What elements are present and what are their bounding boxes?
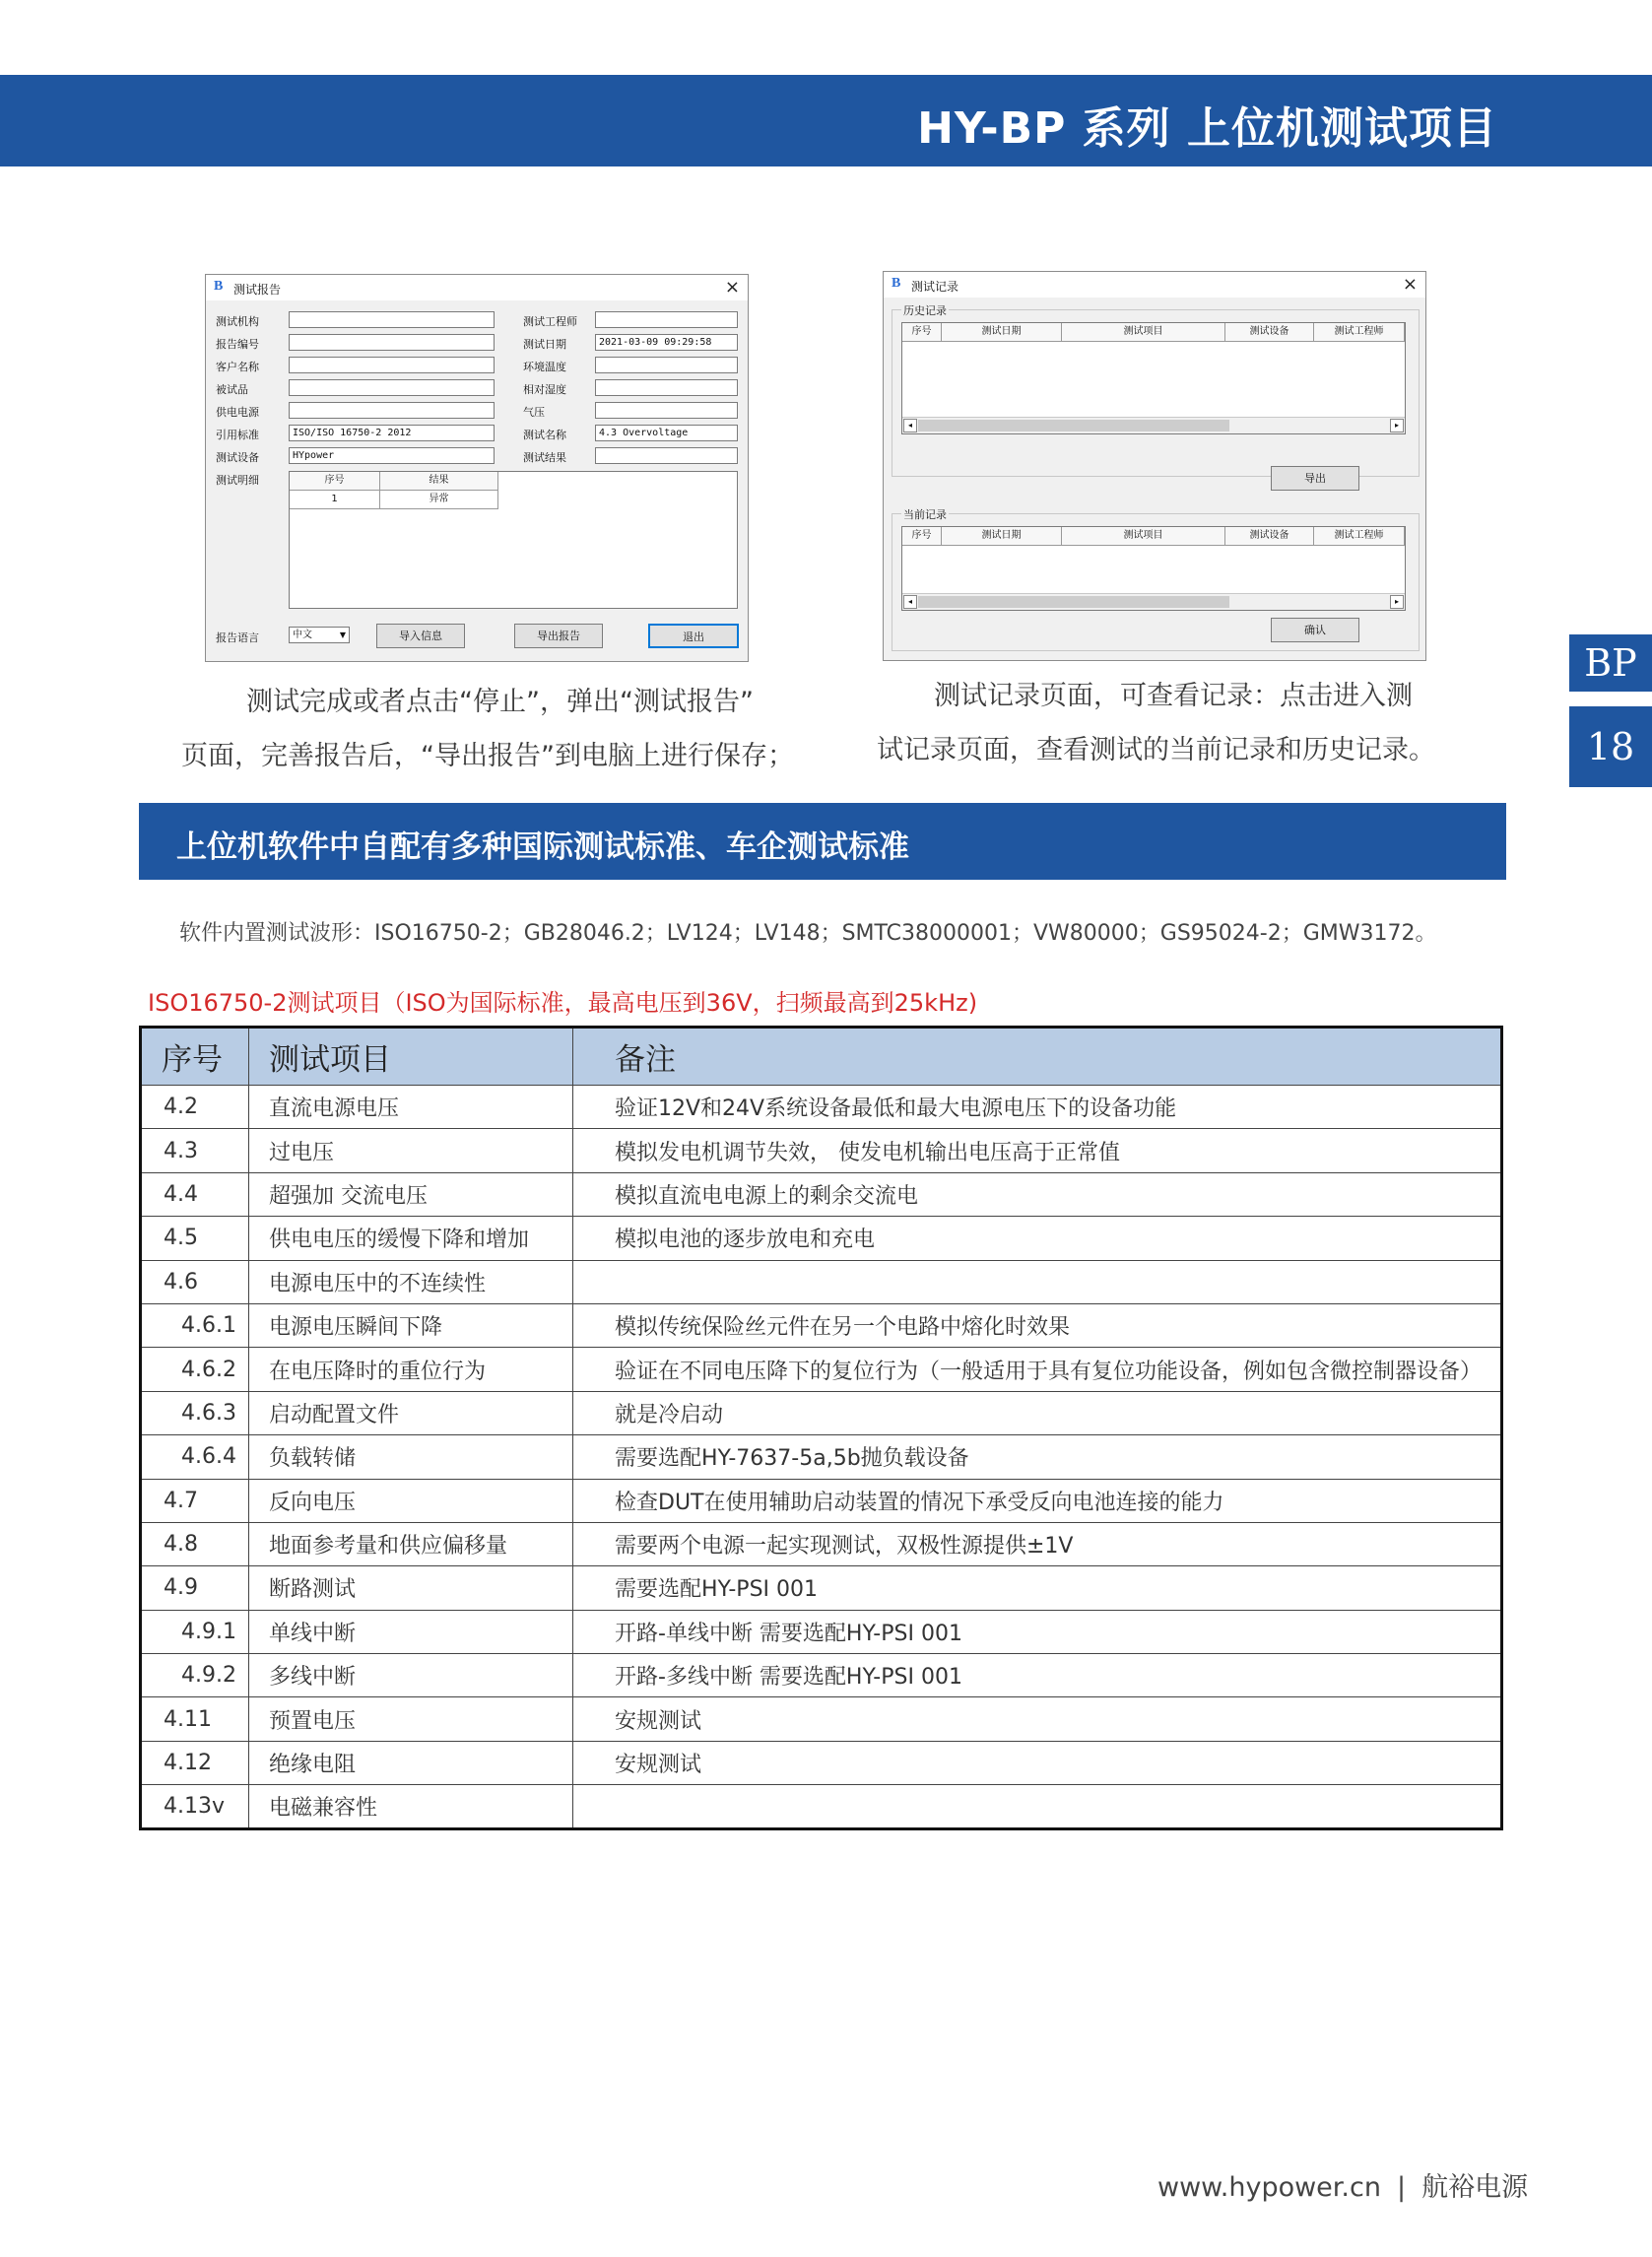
test-record-dialog — [883, 271, 1426, 661]
row-test-item-cell: 预置电压 — [249, 1697, 573, 1741]
row-index-cell: 4.7 — [141, 1479, 249, 1522]
series-tab: BP — [1569, 634, 1652, 692]
footer-website[interactable]: www.hypower.cn — [1157, 2172, 1381, 2203]
label-dut: 被试品 — [216, 383, 248, 396]
row-remarks-cell — [573, 1260, 1502, 1303]
export-button[interactable]: 导出 — [1271, 466, 1359, 491]
power-supply-field[interactable] — [289, 402, 495, 419]
scroll-right-icon[interactable]: ▸ — [1390, 595, 1404, 609]
footer-separator: | — [1396, 2172, 1407, 2203]
table-row — [141, 1217, 1502, 1260]
row-index-cell: 4.6.1 — [141, 1303, 249, 1347]
row-remarks-cell: 模拟直流电电源上的剩余交流电 — [573, 1172, 1502, 1216]
test-engineer-field[interactable] — [595, 311, 738, 328]
table-row — [141, 1391, 1502, 1434]
section-title: 上位机软件中自配有多种国际测试标准、车企测试标准 — [176, 830, 909, 865]
row-remarks-cell: 安规测试 — [573, 1741, 1502, 1784]
footer-brand: 航裕电源 — [1421, 2172, 1529, 2203]
close-icon[interactable]: × — [724, 277, 740, 298]
table-row — [141, 1172, 1502, 1216]
report-no-field[interactable] — [289, 334, 495, 351]
scroll-left-icon[interactable]: ◂ — [903, 595, 917, 609]
current-group-label: 当前记录 — [903, 508, 947, 521]
table-header-row — [141, 1028, 1502, 1086]
test-report-dialog — [205, 274, 749, 662]
row-test-item-cell: 多线中断 — [249, 1654, 573, 1697]
current-col-index: 序号 — [902, 527, 942, 546]
row-index-cell: 4.6.2 — [141, 1348, 249, 1391]
history-scrollbar[interactable] — [902, 417, 1405, 433]
row-remarks-cell: 验证12V和24V系统设备最低和最大电源电压下的设备功能 — [573, 1086, 1502, 1129]
humidity-field[interactable] — [595, 379, 738, 396]
row-test-item-cell: 负载转储 — [249, 1435, 573, 1479]
history-grid[interactable] — [901, 322, 1406, 434]
table-row — [141, 1348, 1502, 1391]
row-test-item-cell: 过电压 — [249, 1129, 573, 1172]
row-index-cell: 4.9 — [141, 1566, 249, 1610]
row-test-item-cell: 单线中断 — [249, 1610, 573, 1653]
row-test-item-cell: 绝缘电阻 — [249, 1741, 573, 1784]
history-col-date: 测试日期 — [942, 323, 1062, 342]
record-dialog-title: 测试记录 — [911, 280, 959, 294]
confirm-button[interactable]: 确认 — [1271, 618, 1359, 642]
row-remarks-cell — [573, 1785, 1502, 1828]
scroll-right-icon[interactable]: ▸ — [1390, 419, 1404, 432]
table-body — [141, 1086, 1502, 1829]
row-remarks-cell: 模拟传统保险丝元件在另一个电路中熔化时效果 — [573, 1303, 1502, 1347]
table-row — [141, 1479, 1502, 1522]
label-test-details: 测试明细 — [216, 474, 259, 487]
row-index-cell: 4.11 — [141, 1697, 249, 1741]
row-remarks-cell: 检查DUT在使用辅助启动装置的情况下承受反向电池连接的能力 — [573, 1479, 1502, 1522]
label-test-result: 测试结果 — [523, 451, 566, 464]
ambient-temp-field[interactable] — [595, 357, 738, 373]
report-dialog-titlebar — [206, 275, 748, 300]
row-test-item-cell: 供电电压的缓慢下降和增加 — [249, 1217, 573, 1260]
history-col-index: 序号 — [902, 323, 942, 342]
current-col-date: 测试日期 — [942, 527, 1062, 546]
label-reference-standard: 引用标准 — [216, 429, 259, 441]
row-index-cell: 4.6.4 — [141, 1435, 249, 1479]
label-client-name: 客户名称 — [216, 361, 259, 373]
chevron-down-icon: ▼ — [339, 631, 346, 639]
row-index-cell: 4.5 — [141, 1217, 249, 1260]
details-grid[interactable] — [289, 471, 738, 609]
row-index-cell: 4.8 — [141, 1522, 249, 1565]
caption-left-line1: 测试完成或者点击“停止”，弹出“测试报告” — [246, 687, 754, 717]
row-index-cell: 4.9.2 — [141, 1654, 249, 1697]
test-name-field[interactable]: 4.3 Overvoltage — [595, 425, 738, 441]
test-date-field[interactable]: 2021-03-09 09:29:58 — [595, 334, 738, 351]
table-row — [141, 1522, 1502, 1565]
row-index-cell: 4.2 — [141, 1086, 249, 1129]
pressure-field[interactable] — [595, 402, 738, 419]
grid-header-result: 结果 — [380, 472, 498, 491]
label-test-date: 测试日期 — [523, 338, 566, 351]
label-test-name: 测试名称 — [523, 429, 566, 441]
iso-table-heading: ISO16750-2测试项目（ISO为国际标准，最高电压到36V，扫频最高到25kHz) — [148, 989, 978, 1017]
record-dialog-titlebar — [884, 272, 1425, 298]
history-col-item: 测试项目 — [1062, 323, 1225, 342]
label-test-engineer: 测试工程师 — [523, 315, 577, 328]
caption-left-line2: 页面，完善报告后，“导出报告”到电脑上进行保存； — [181, 741, 794, 771]
reference-standard-field[interactable]: ISO/ISO 16750-2 2012 — [289, 425, 495, 441]
row-remarks-cell: 验证在不同电压降下的复位行为（一般适用于具有复位功能设备，例如包含微控制器设备） — [573, 1348, 1502, 1391]
export-report-button[interactable]: 导出报告 — [514, 624, 603, 648]
row-index-cell: 4.4 — [141, 1172, 249, 1216]
row-test-item-cell: 断路测试 — [249, 1566, 573, 1610]
current-col-item: 测试项目 — [1062, 527, 1225, 546]
scroll-thumb[interactable] — [918, 420, 1229, 431]
section-band — [139, 803, 1506, 880]
table-row — [141, 1785, 1502, 1828]
label-report-no: 报告编号 — [216, 338, 259, 351]
row-test-item-cell: 电磁兼容性 — [249, 1785, 573, 1828]
test-result-field[interactable] — [595, 447, 738, 464]
history-group-label: 历史记录 — [903, 304, 947, 317]
row-test-item-cell: 启动配置文件 — [249, 1391, 573, 1434]
dut-field[interactable] — [289, 379, 495, 396]
row-index-cell: 4.6.3 — [141, 1391, 249, 1434]
row-remarks-cell: 就是冷启动 — [573, 1391, 1502, 1434]
page-title: HY-BP 系列 上位机测试项目 — [917, 103, 1497, 154]
table-row — [141, 1697, 1502, 1741]
row-test-item-cell: 电源电压中的不连续性 — [249, 1260, 573, 1303]
row-remarks-cell: 安规测试 — [573, 1697, 1502, 1741]
app-logo-icon: B — [892, 276, 901, 291]
current-col-device: 测试设备 — [1225, 527, 1314, 546]
history-col-device: 测试设备 — [1225, 323, 1314, 342]
row-remarks-cell: 开路-单线中断 需要选配HY-PSI 001 — [573, 1610, 1502, 1653]
exit-button[interactable]: 退出 — [648, 624, 739, 648]
row-remarks-cell: 需要两个电源一起实现测试，双极性源提供±1V — [573, 1522, 1502, 1565]
import-info-button[interactable]: 导入信息 — [376, 624, 465, 648]
table-row — [141, 1086, 1502, 1129]
label-ambient-temp: 环境温度 — [523, 361, 566, 373]
row-index-cell: 4.9.1 — [141, 1610, 249, 1653]
col-header-index: 序号 — [141, 1028, 249, 1086]
close-icon[interactable]: × — [1402, 274, 1418, 295]
table-row — [141, 1654, 1502, 1697]
row-test-item-cell: 直流电源电压 — [249, 1086, 573, 1129]
row-test-item-cell: 超强加 交流电压 — [249, 1172, 573, 1216]
table-row — [141, 1435, 1502, 1479]
row-remarks-cell: 开路-多线中断 需要选配HY-PSI 001 — [573, 1654, 1502, 1697]
table-row — [141, 1741, 1502, 1784]
label-power-supply: 供电电源 — [216, 406, 259, 419]
table-row — [141, 1566, 1502, 1610]
table-row — [141, 1260, 1502, 1303]
test-equipment-field[interactable]: HYpower — [289, 447, 495, 464]
built-in-waveforms-text: 软件内置测试波形：ISO16750-2；GB28046.2；LV124；LV148；SMTC38000001；VW80000；GS95024-2；GMW3172。 — [179, 921, 1437, 946]
language-select-value: 中文 — [293, 630, 312, 640]
client-name-field[interactable] — [289, 357, 495, 373]
row-index-cell: 4.3 — [141, 1129, 249, 1172]
grid-header-index: 序号 — [290, 472, 380, 491]
row-remarks-cell: 需要选配HY-7637-5a,5b抛负载设备 — [573, 1435, 1502, 1479]
grid-row-result[interactable]: 异常 — [380, 491, 498, 509]
col-header-test-item: 测试项目 — [249, 1028, 573, 1086]
caption-right-line2: 试记录页面，查看测试的当前记录和历史记录。 — [877, 735, 1435, 765]
current-col-engineer: 测试工程师 — [1314, 527, 1405, 546]
row-remarks-cell: 需要选配HY-PSI 001 — [573, 1566, 1502, 1610]
label-test-org: 测试机构 — [216, 315, 259, 328]
test-org-field[interactable] — [289, 311, 495, 328]
label-pressure: 气压 — [523, 406, 545, 419]
report-dialog-title: 测试报告 — [233, 283, 282, 297]
iso16750-test-table — [139, 1026, 1503, 1830]
row-index-cell: 4.12 — [141, 1741, 249, 1784]
scroll-left-icon[interactable]: ◂ — [903, 419, 917, 432]
history-col-engineer: 测试工程师 — [1314, 323, 1405, 342]
label-test-equipment: 测试设备 — [216, 451, 259, 464]
row-remarks-cell: 模拟发电机调节失效， 使发电机输出电压高于正常值 — [573, 1129, 1502, 1172]
table-row — [141, 1129, 1502, 1172]
footer — [1157, 2165, 1528, 2204]
row-remarks-cell: 模拟电池的逐步放电和充电 — [573, 1217, 1502, 1260]
row-test-item-cell: 反向电压 — [249, 1479, 573, 1522]
row-index-cell: 4.6 — [141, 1260, 249, 1303]
caption-right-line1: 测试记录页面，可查看记录：点击进入测 — [934, 681, 1413, 711]
label-humidity: 相对湿度 — [523, 383, 566, 396]
language-select[interactable] — [289, 627, 350, 643]
grid-row-index[interactable]: 1 — [290, 491, 380, 509]
current-grid[interactable] — [901, 526, 1406, 611]
header-band — [0, 75, 1652, 166]
table-row — [141, 1303, 1502, 1347]
app-logo-icon: B — [214, 279, 224, 294]
label-report-language: 报告语言 — [216, 631, 259, 644]
table-row — [141, 1610, 1502, 1653]
row-test-item-cell: 电源电压瞬间下降 — [249, 1303, 573, 1347]
row-test-item-cell: 在电压降时的重位行为 — [249, 1348, 573, 1391]
page-number-tab: 18 — [1569, 706, 1652, 787]
current-scrollbar[interactable] — [902, 593, 1405, 610]
scroll-thumb[interactable] — [918, 596, 1229, 608]
row-test-item-cell: 地面参考量和供应偏移量 — [249, 1522, 573, 1565]
row-index-cell: 4.13v — [141, 1785, 249, 1828]
col-header-remarks: 备注 — [573, 1028, 1502, 1086]
